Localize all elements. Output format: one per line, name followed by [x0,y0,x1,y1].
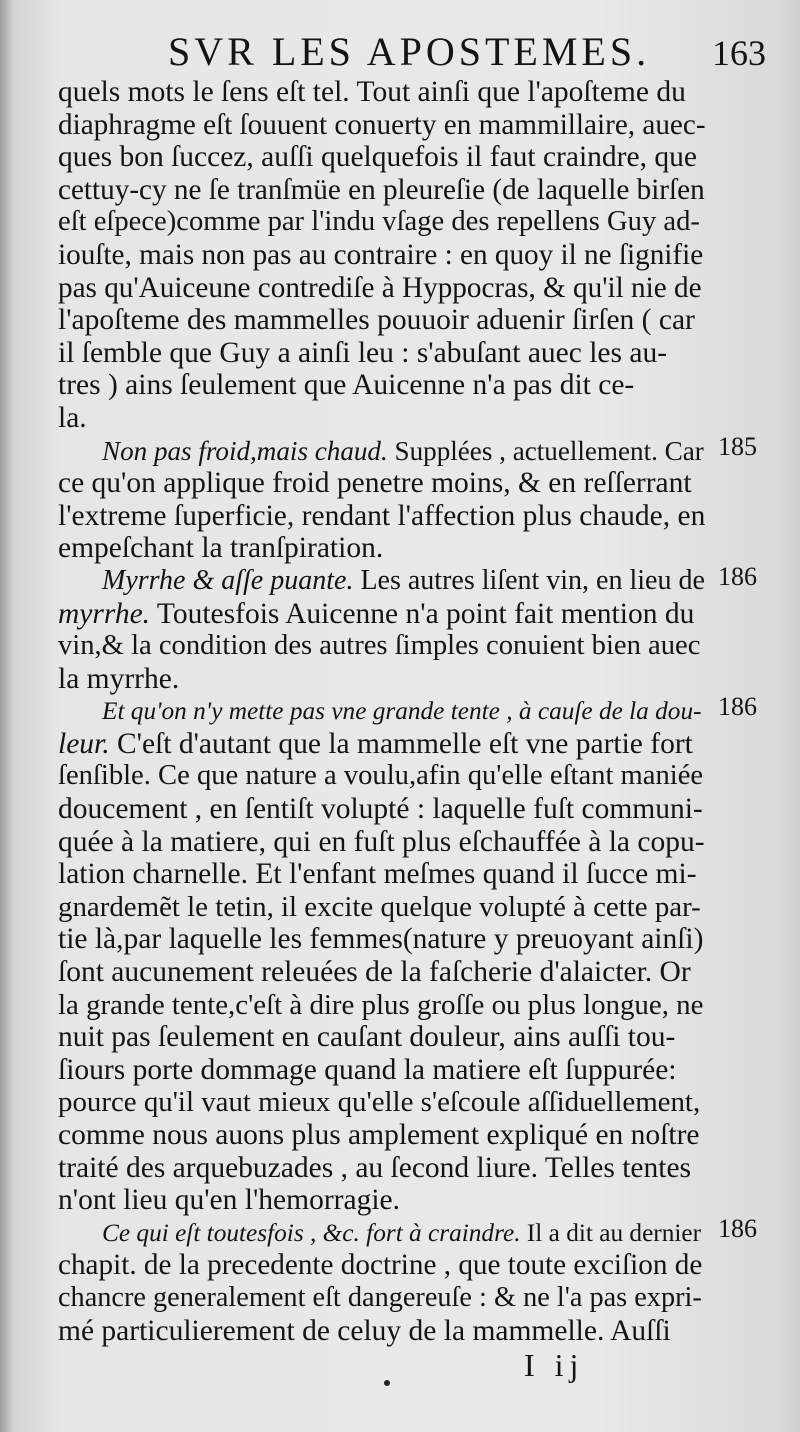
text-run: lation charnelle. Et l'enfant meſmes quand il ſucce mi- [58,858,697,891]
text-line [58,239,706,272]
text-line [58,109,706,142]
text-run: nuit pas ſeulement en cauſant douleur, ains auſſi tou- [58,1021,676,1054]
margin-note-number: 186 [718,692,757,722]
text-run: diaphragme eſt ſouuent conuerty en mammillaire, auec- [58,108,706,141]
text-run: iouſte, mais non pas au contraire : en quoy il ne ſignifie [58,238,704,271]
text-run: quels mots le ſens eſt tel. Tout ainſi que l'apoſteme du [58,76,686,108]
text-line [58,1021,706,1054]
text-line [58,1217,706,1250]
italic-lemma: leur. [58,727,110,760]
text-run: ſenſible. Ce que nature a voulu,afin qu'elle eſtant maniée [58,760,704,792]
text-line [58,272,706,305]
ink-dot [384,1380,390,1386]
text-line [58,1054,706,1087]
text-line [58,695,706,728]
text-run: ques bon ſuccez, auſſi quelquefois il faut craindre, que [58,141,697,174]
italic-lemma: myrrhe. [58,597,151,630]
margin-note-number: 186 [718,1214,757,1243]
text-line [58,141,706,174]
text-line [58,663,706,696]
text-line [58,369,706,402]
text-line [58,956,706,989]
text-line [58,435,706,468]
text-line [58,565,706,598]
text-run: la. [58,401,87,434]
page-number: 163 [712,33,766,73]
text-run: doucement , en ſentiſt volupté : laquelle fuſt communi- [58,793,703,826]
italic-lemma: Ce qui eſt toutesfois , &c. fort à craindre. [102,1218,521,1247]
text-line [58,337,706,370]
text-run: Il a dit au dernier [520,1218,702,1247]
text-line [58,76,706,109]
margin-note-number: 185 [718,431,757,461]
margin-note-number: 186 [718,562,757,591]
italic-lemma: Myrrhe & aſſe puante. [102,564,354,596]
text-line [58,1152,706,1185]
text-run: Toutesfois Auicenne n'a point fait mention du [150,597,695,630]
text-line [58,402,706,435]
text-line [58,826,706,859]
italic-lemma: Et qu'on n'y mette pas vne grande tente , à cauſe de la dou- [102,697,702,726]
running-head [0,22,800,78]
signature-mark: I ij [524,1347,585,1383]
text-line [58,174,706,207]
text-line [58,1315,706,1348]
text-run: ſont aucunement releuées de la faſcherie d'alaicter. Or [58,956,691,989]
text-run: gnardemẽt le tetin, il excite quelque volupté à cette par- [58,890,701,923]
text-run: chancre generalement eſt dangereuſe : & ne l'a pas expri- [58,1281,702,1313]
text-run: eſt eſpece)comme par l'indu vſage des repellens Guy ad- [58,206,700,238]
italic-lemma: Non pas froid,mais chaud. [102,435,388,466]
text-run: ce qu'on applique froid penetre moins, & en reſſerrant [58,467,692,500]
text-line [58,923,706,956]
text-line [58,1086,706,1119]
text-run: mé particulierement de celuy de la mammelle. Auſſi [58,1314,671,1347]
text-run: la myrrhe. [58,662,180,695]
text-run: tres ) ains ſeulement que Auicenne n'a pas dit ce- [58,369,635,402]
text-line [58,1282,706,1315]
text-run: pas qu'Auiceune contrediſe à Hyppocras, & qu'il nie de [58,271,702,304]
text-run: C'eſt d'autant que la mammelle eſt vne partie fort [109,727,693,760]
text-run: l'extreme ſuperficie, rendant l'affection plus chaude, en [58,499,706,532]
text-line [58,206,706,239]
text-run: pource qu'il vaut mieux qu'elle s'eſcoule aſſiduellement, [58,1086,701,1119]
text-line [58,1249,706,1282]
text-line [58,304,706,337]
text-run: tie là,par laquelle les femmes(nature y preuoyant ainſi) [58,923,704,956]
text-line [58,532,706,565]
text-run: il ſemble que Guy a ainſi leu : s'abuſant auec les au- [58,336,668,369]
text-line [58,1119,706,1152]
text-line [58,760,706,793]
text-line [58,467,706,500]
text-line [58,728,706,761]
text-run: traité des arquebuzades , au ſecond liure. Telles tentes [58,1151,692,1184]
text-run: ſiours porte dommage quand la matiere eſt ſuppurée: [58,1053,677,1086]
text-run: quée à la matiere, qui en fuſt plus eſchauffée à la copu- [58,825,705,858]
text-run: la grande tente,c'eſt à dire plus groſſe ou plus longue, ne [58,988,704,1021]
text-run: comme nous auons plus amplement expliqué en noſtre [58,1119,700,1151]
text-run: l'apoſteme des mammelles pouuoir aduenir ſirſen ( car [58,304,695,337]
text-line [58,500,706,533]
text-line [58,630,706,663]
text-line [58,793,706,826]
body-text [58,76,706,1347]
text-run: Les autres liſent vin, en lieu de [353,564,705,596]
text-line [58,598,706,631]
text-line [58,1184,706,1217]
text-run: n'ont lieu qu'en l'hemorragie. [58,1184,400,1217]
text-line [58,858,706,891]
text-run: vin,& la condition des autres ſimples conuient bien auec [58,630,701,662]
text-line [58,891,706,924]
text-run: Supplées , actuellement. Car [387,435,704,466]
text-line [58,989,706,1022]
running-head-title: SVR LES APOSTEMES. [168,29,651,74]
text-run: cettuy-cy ne ſe tranſmüe en pleureſie (de laquelle birſen [58,173,705,206]
text-run: chapit. de la precedente doctrine , que toute exciſion de [58,1249,703,1282]
text-run: empeſchant la tranſpiration. [58,532,384,565]
